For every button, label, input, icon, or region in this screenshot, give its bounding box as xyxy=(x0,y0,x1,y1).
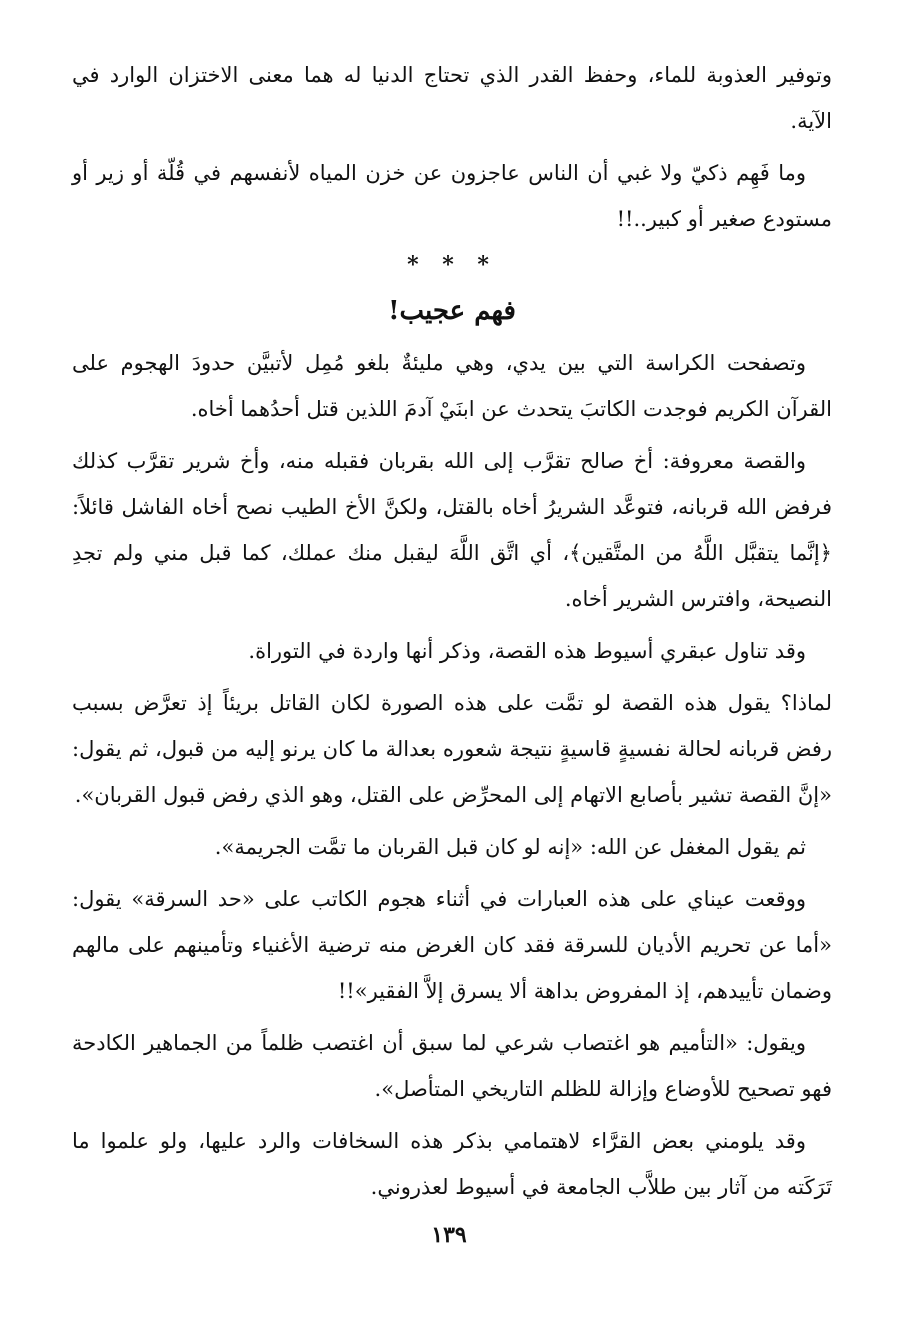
paragraph: ويقول: «التأميم هو اغتصاب شرعي لما سبق أن اغتصب ظلماً من الجماهير الكادحة فهو تصحيح للأوضاع وإزالة للظلم التاريخي المتأصل». xyxy=(72,1031,832,1101)
paragraph: وقد تناول عبقري أسيوط هذه القصة، وذكر أنها واردة في التوراة. xyxy=(248,639,806,663)
section-separator: * * * xyxy=(407,252,497,278)
paragraph: والقصة معروفة: أخ صالح تقرَّب إلى الله بقربان فقبله منه، وأخ شرير تقرَّب كذلك فرفض الله قربانه، فتوعَّد الشريرُ أخاه بالقتل، ولكنَّ الأخ الطيب نصح أخاه الفاشل قائلاً: ﴿إنَّما يتقبَّل اللَّهُ من المتَّقين﴾، أي اتَّق اللَّهَ ليقبل منك عملك، كما قبل مني ولم تجدِ النصيحة، وافترس الشرير أخاه. xyxy=(72,449,832,611)
paragraph: لماذا؟ يقول هذه القصة لو تمَّت على هذه الصورة لكان القاتل بريئاً إذ تعرَّض بسبب رفض قربانه لحالة نفسيةٍ قاسيةٍ نتيجة شعوره بعدالة ما كان يرنو إليه من قبول، ثم يقول: «إنَّ القصة تشير بأصابع الاتهام إلى المحرِّض على القتل، وهو الذي رفض قبول القربان». xyxy=(72,691,832,807)
paragraph: وما فَهِم ذكيّ ولا غبي أن الناس عاجزون عن خزن المياه لأنفسهم في قُلّة أو زير أو مستودع صغير أو كبير..!! xyxy=(72,161,832,231)
paragraph: ووقعت عيناي على هذه العبارات في أثناء هجوم الكاتب على «حد السرقة» يقول: «أما عن تحريم الأديان للسرقة فقد كان الغرض منه ترضية الأغنياء وتأمينهم على مالهم وضمان تأييدهم، إذ المفروض بداهة ألا يسرق إلاَّ الفقير»!! xyxy=(72,887,832,1003)
paragraph: وتوفير العذوبة للماء، وحفظ القدر الذي تحتاج الدنيا له هما معنى الاختزان الوارد في الآية. xyxy=(72,63,832,133)
paragraph: وتصفحت الكراسة التي بين يدي، وهي مليئةٌ بلغو مُمِل لأتبيَّن حدودَ الهجوم على القرآن الكريم فوجدت الكاتبَ يتحدث عن ابنَيْ آدمَ اللذين قتل أحدُهما أخاه. xyxy=(72,351,832,421)
section-heading: فهم عجيب! xyxy=(388,296,516,326)
document-page xyxy=(72,52,832,1216)
page-number: ١٣٩ xyxy=(431,1222,467,1248)
paragraph: ثم يقول المغفل عن الله: «إنه لو كان قبل القربان ما تمَّت الجريمة». xyxy=(214,835,806,859)
paragraph: وقد يلومني بعض القرَّاء لاهتمامي بذكر هذه السخافات والرد عليها، ولو علموا ما تَرَكَته من آثار بين طلاَّب الجامعة في أسيوط لعذروني. xyxy=(72,1129,832,1199)
